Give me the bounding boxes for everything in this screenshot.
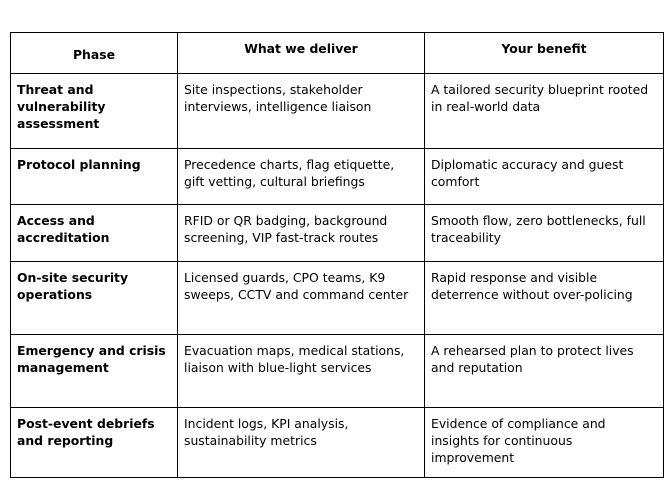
phase-cell: Access and accreditation: [11, 205, 178, 262]
table-row: [11, 335, 664, 408]
deliver-cell: Site inspections, stakeholder interviews, intelligence liaison: [178, 74, 425, 149]
header-what-we-deliver: What we deliver: [178, 33, 425, 74]
table-row: [11, 408, 664, 478]
table-header-row: [11, 33, 664, 74]
deliver-cell: Licensed guards, CPO teams, K9 sweeps, CCTV and command center: [178, 262, 425, 335]
benefit-cell: Smooth flow, zero bottlenecks, full traceability: [425, 205, 664, 262]
benefit-cell: A rehearsed plan to protect lives and reputation: [425, 335, 664, 408]
phase-cell: Emergency and crisis management: [11, 335, 178, 408]
table-row: [11, 74, 664, 149]
header-phase: Phase: [11, 33, 178, 74]
phase-cell: Protocol planning: [11, 149, 178, 205]
benefit-cell: Rapid response and visible deterrence without over-policing: [425, 262, 664, 335]
deliver-cell: Incident logs, KPI analysis, sustainability metrics: [178, 408, 425, 478]
table-row: [11, 149, 664, 205]
deliver-cell: Evacuation maps, medical stations, liaison with blue-light services: [178, 335, 425, 408]
deliver-cell: RFID or QR badging, background screening, VIP fast-track routes: [178, 205, 425, 262]
benefit-cell: Diplomatic accuracy and guest comfort: [425, 149, 664, 205]
benefit-cell: Evidence of compliance and insights for continuous improvement: [425, 408, 664, 478]
table-row: [11, 205, 664, 262]
phase-cell: Post-event debriefs and reporting: [11, 408, 178, 478]
phase-cell: Threat and vulnerability assessment: [11, 74, 178, 149]
phase-cell: On-site security operations: [11, 262, 178, 335]
benefit-cell: A tailored security blueprint rooted in real-world data: [425, 74, 664, 149]
header-your-benefit: Your benefit: [425, 33, 664, 74]
services-table: [10, 32, 664, 478]
table-row: [11, 262, 664, 335]
deliver-cell: Precedence charts, flag etiquette, gift vetting, cultural briefings: [178, 149, 425, 205]
